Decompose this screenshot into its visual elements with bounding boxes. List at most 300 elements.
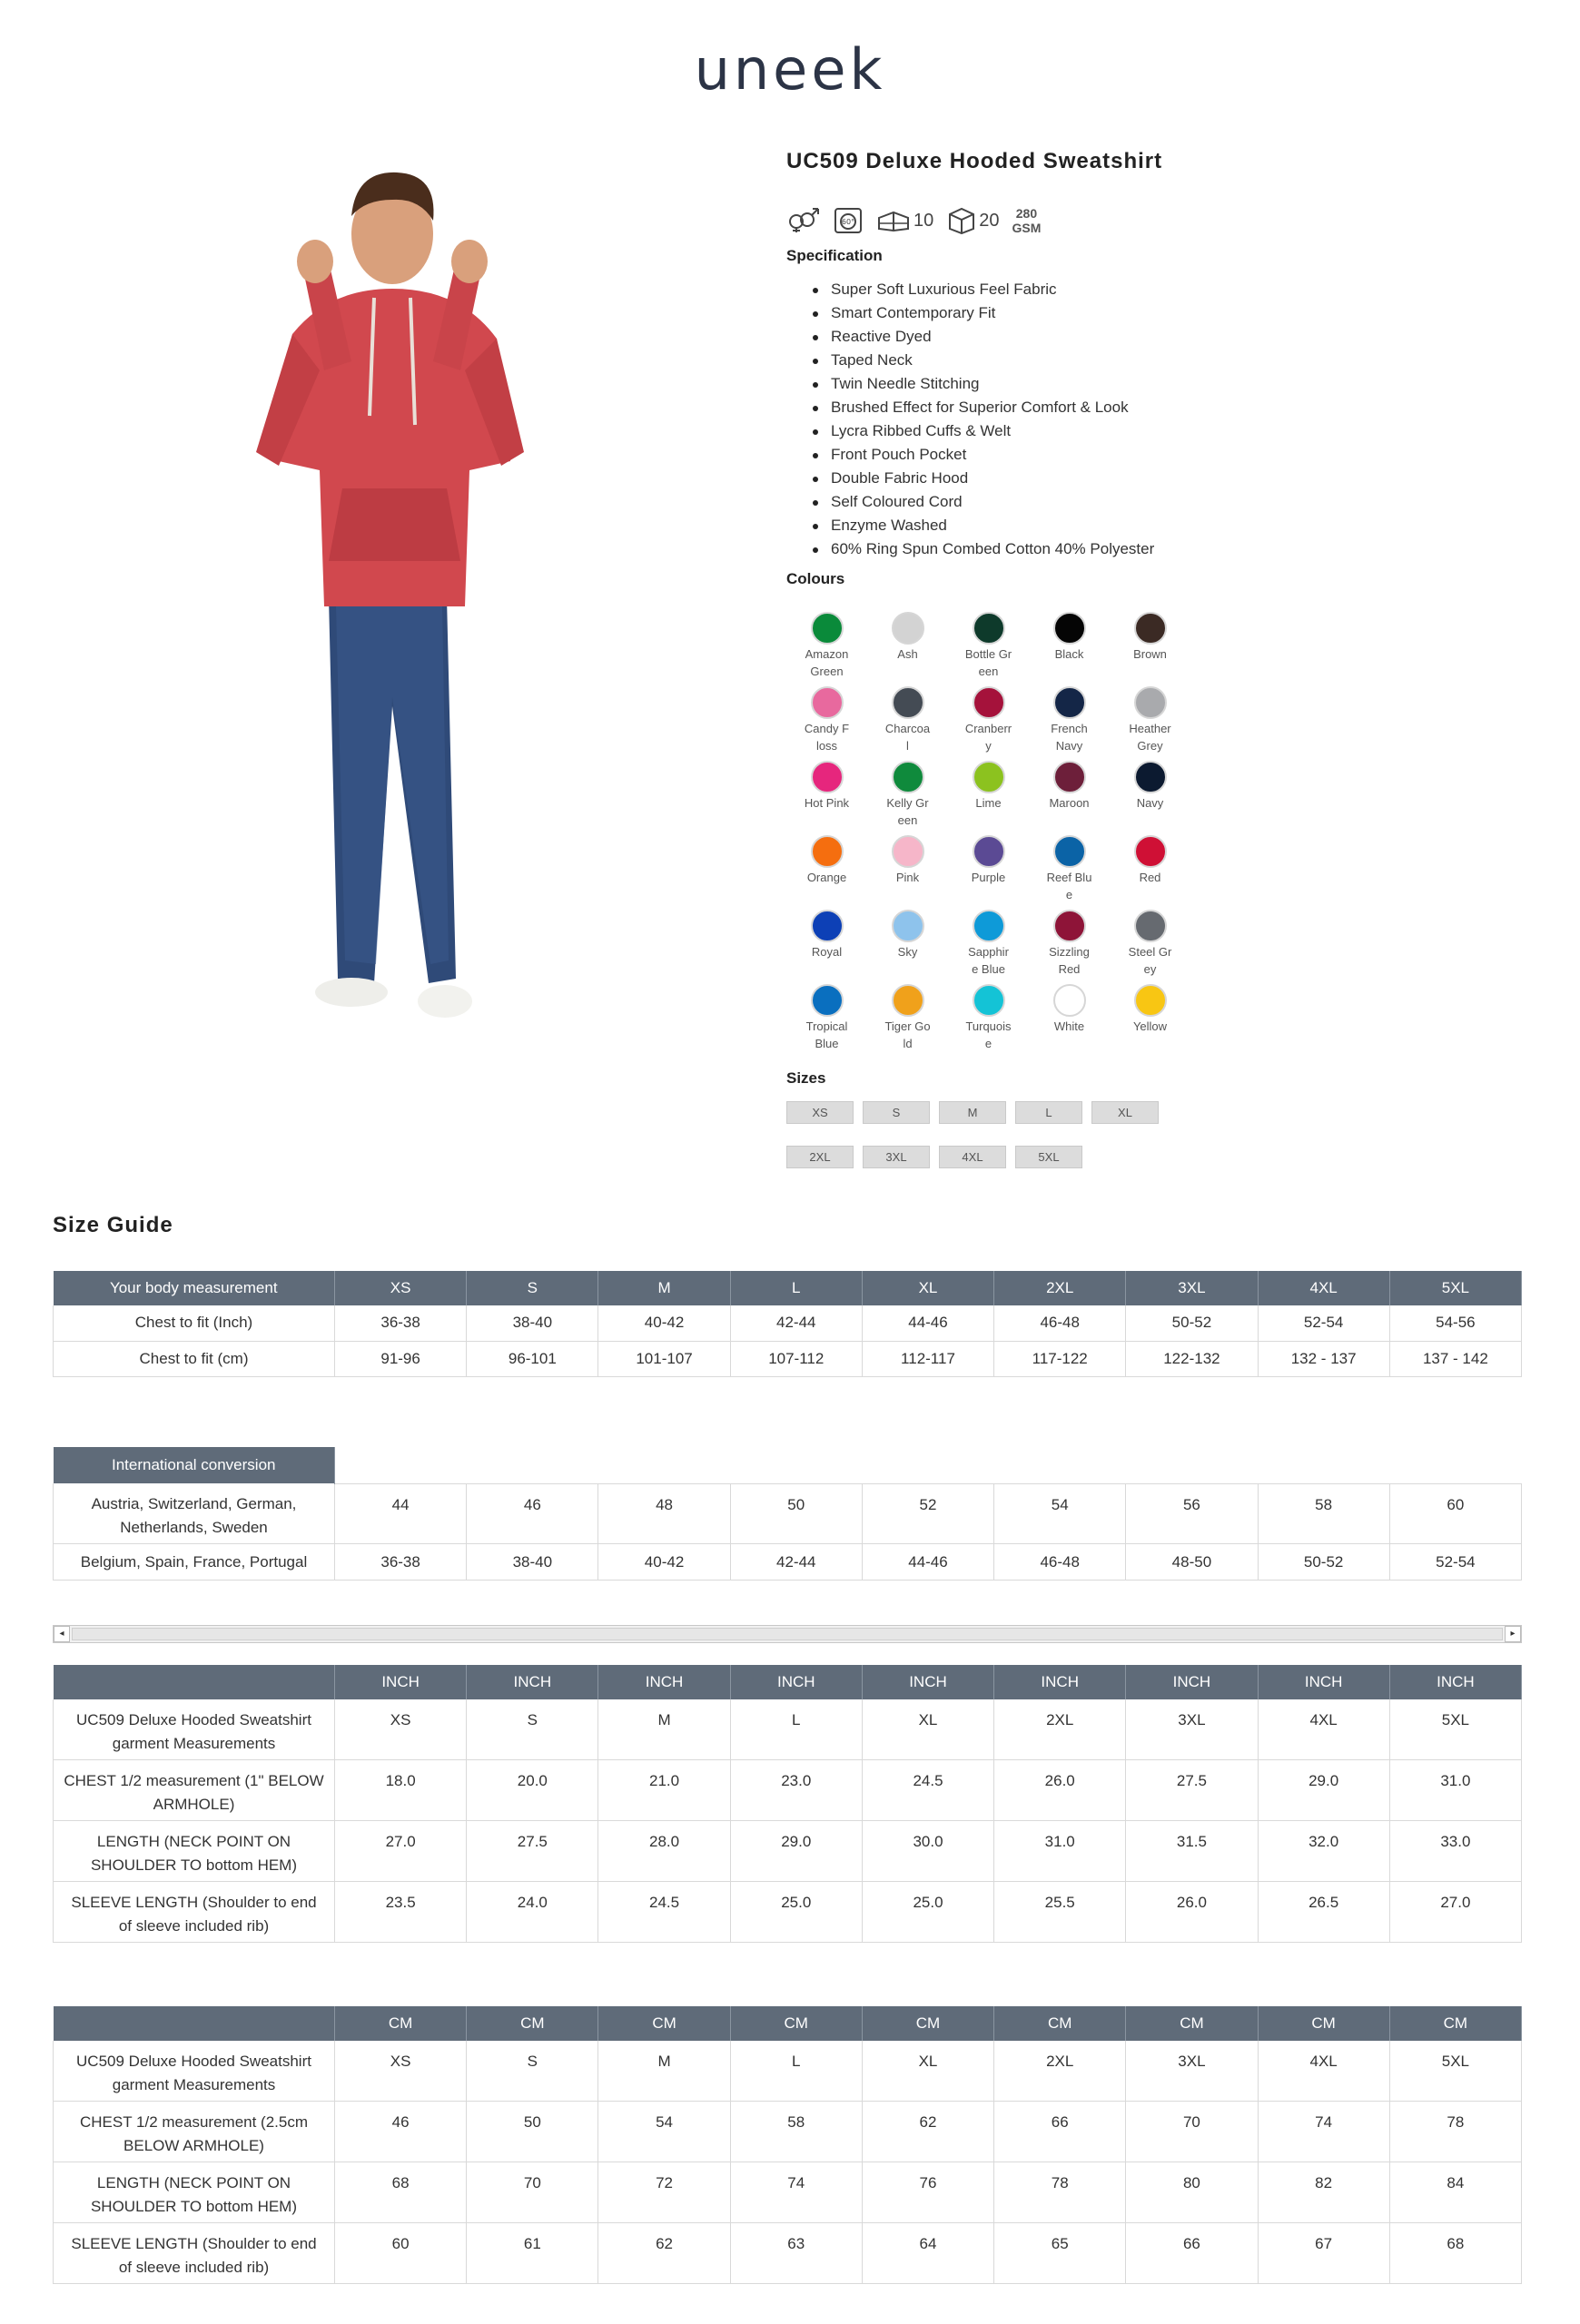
table-header-cell: INCH	[598, 1665, 730, 1699]
table-cell: 27.5	[1126, 1760, 1258, 1821]
size-option: L	[1015, 1101, 1082, 1124]
colour-dot	[973, 910, 1005, 942]
colour-dot	[973, 984, 1005, 1017]
table-cell: 5XL	[1389, 1699, 1521, 1760]
colour-dot	[811, 612, 844, 645]
colour-swatch	[948, 759, 1029, 833]
colour-swatch	[786, 759, 867, 833]
spec-item: Enzyme Washed	[831, 514, 1154, 537]
spec-item: Reactive Dyed	[831, 325, 1154, 349]
colour-dot	[811, 686, 844, 719]
colour-swatch	[1110, 759, 1190, 833]
colour-dot	[811, 835, 844, 868]
colour-dot	[811, 910, 844, 942]
specification-heading: Specification	[786, 247, 883, 264]
row-label: UC509 Deluxe Hooded Sweatshirt garment Measurements	[54, 1699, 335, 1760]
colour-swatch	[1110, 908, 1190, 982]
row-label: SLEEVE LENGTH (Shoulder to end of sleeve included rib)	[54, 2223, 335, 2284]
colour-dot	[1134, 761, 1167, 793]
table-cell: 74	[730, 2162, 862, 2223]
table-cell: 52-54	[1389, 1544, 1521, 1581]
table-cell: L	[730, 1699, 862, 1760]
table-row	[54, 1821, 1522, 1882]
table-cell: 96-101	[467, 1341, 598, 1376]
table-header-cell: XL	[862, 1271, 993, 1305]
spec-item: Double Fabric Hood	[831, 467, 1154, 490]
table-cell: 46-48	[994, 1305, 1126, 1341]
size-options	[786, 1101, 1159, 1168]
row-label: LENGTH (NECK POINT ON SHOULDER TO bottom HEM)	[54, 1821, 335, 1882]
brand-logo: uneek	[694, 36, 886, 103]
table-cell: 74	[1258, 2102, 1389, 2162]
colour-swatch	[1029, 684, 1110, 759]
unisex-icon	[786, 208, 821, 233]
colour-dot	[1134, 686, 1167, 719]
colour-name: Cranberry	[964, 722, 1012, 753]
colour-dot	[892, 761, 924, 793]
colour-dot	[892, 984, 924, 1017]
international-conversion-table	[53, 1447, 1522, 1581]
table-cell: 56	[1126, 1483, 1258, 1544]
colour-swatch	[867, 759, 948, 833]
colour-swatch	[786, 610, 867, 684]
table-cell: 65	[994, 2223, 1126, 2284]
table-row	[54, 1341, 1522, 1376]
table-cell: 5XL	[1389, 2041, 1521, 2102]
wash-temp-label: 60°	[841, 218, 855, 226]
model-photo	[238, 162, 547, 1101]
table-cell: XS	[335, 2041, 467, 2102]
size-option: 3XL	[863, 1146, 930, 1168]
table-cell: 26.0	[994, 1760, 1126, 1821]
table-cell: 72	[598, 2162, 730, 2223]
table-cell: 27.0	[335, 1821, 467, 1882]
table-header-label	[54, 1665, 335, 1699]
table-cell: 24.5	[862, 1760, 993, 1821]
table-cell: 3XL	[1126, 1699, 1258, 1760]
table-header-cell: 5XL	[1389, 1271, 1521, 1305]
table-cell: 26.0	[1126, 1882, 1258, 1943]
table-cell: 107-112	[730, 1341, 862, 1376]
table-cell: 54	[994, 1483, 1126, 1544]
table-header-cell: L	[730, 1271, 862, 1305]
table-cell: 101-107	[598, 1341, 730, 1376]
colour-name: Sapphire Blue	[968, 945, 1009, 976]
colour-swatch	[1029, 833, 1110, 908]
table-cell: 31.0	[994, 1821, 1126, 1882]
table-cell: 26.5	[1258, 1882, 1389, 1943]
colour-name: Brown	[1133, 647, 1167, 661]
row-label: LENGTH (NECK POINT ON SHOULDER TO bottom HEM)	[54, 2162, 335, 2223]
table-cell: 60	[1389, 1483, 1521, 1544]
table-cell: 60	[335, 2223, 467, 2284]
table-row	[54, 1699, 1522, 1760]
gsm-value: 280	[1015, 206, 1038, 221]
spec-item: Taped Neck	[831, 349, 1154, 372]
colour-swatch	[867, 982, 948, 1057]
table-cell: 50	[730, 1483, 862, 1544]
table-cell: 30.0	[862, 1821, 993, 1882]
table-cell: 68	[335, 2162, 467, 2223]
table-cell: 21.0	[598, 1760, 730, 1821]
table-cell: S	[467, 1699, 598, 1760]
table-header-cell: XS	[335, 1271, 467, 1305]
table-row	[54, 1483, 1522, 1544]
table-cell: XL	[862, 1699, 993, 1760]
table-cell: 61	[467, 2223, 598, 2284]
colour-name: Kelly Green	[886, 796, 929, 827]
colour-name: Charcoal	[884, 722, 931, 753]
table-cell: 48-50	[1126, 1544, 1258, 1581]
table-cell: 36-38	[335, 1544, 467, 1581]
colour-swatch	[1110, 610, 1190, 684]
colour-swatch	[1029, 982, 1110, 1057]
table-cell: 23.0	[730, 1760, 862, 1821]
table-cell: 28.0	[598, 1821, 730, 1882]
gsm-unit: GSM	[1012, 221, 1042, 235]
table-cell: 40-42	[598, 1544, 730, 1581]
colour-swatch	[1110, 684, 1190, 759]
colour-name: Lime	[975, 796, 1002, 810]
table-cell: 18.0	[335, 1760, 467, 1821]
table-header-cell: M	[598, 1271, 730, 1305]
table-cell: 25.5	[994, 1882, 1126, 1943]
table-header-cell: CM	[994, 2006, 1126, 2041]
colour-swatch	[1029, 908, 1110, 982]
table-cell: 78	[994, 2162, 1126, 2223]
row-label: SLEEVE LENGTH (Shoulder to end of sleeve included rib)	[54, 1882, 335, 1943]
box-count: 20	[979, 210, 1000, 231]
colour-name: French Navy	[1051, 722, 1088, 753]
table-cell: 25.0	[730, 1882, 862, 1943]
table-row	[54, 1544, 1522, 1581]
colour-swatch	[1110, 982, 1190, 1057]
table-header-cell: CM	[598, 2006, 730, 2041]
table-cell: 122-132	[1126, 1341, 1258, 1376]
colour-name: Heather Grey	[1129, 722, 1171, 753]
table-cell: 31.0	[1389, 1760, 1521, 1821]
pack-icon	[875, 209, 933, 232]
colour-dot	[973, 612, 1005, 645]
table-header-cell: INCH	[862, 1665, 993, 1699]
table-cell: 3XL	[1126, 2041, 1258, 2102]
table-cell: 4XL	[1258, 1699, 1389, 1760]
colour-name: Pink	[895, 871, 920, 884]
table-cell: 33.0	[1389, 1821, 1521, 1882]
colour-name: Tiger Gold	[884, 1019, 931, 1050]
size-option: 5XL	[1015, 1146, 1082, 1168]
table-cell: 31.5	[1126, 1821, 1258, 1882]
colour-dot	[1053, 761, 1086, 793]
table-cell: 62	[862, 2102, 993, 2162]
product-title: UC509 Deluxe Hooded Sweatshirt	[786, 149, 1163, 173]
table-cell: 46	[335, 2102, 467, 2162]
colour-swatch	[948, 982, 1029, 1057]
table-header-cell: INCH	[1126, 1665, 1258, 1699]
colour-swatch	[867, 684, 948, 759]
colour-dot	[1053, 984, 1086, 1017]
table-cell: 112-117	[862, 1341, 993, 1376]
table-cell: 70	[1126, 2102, 1258, 2162]
row-label: UC509 Deluxe Hooded Sweatshirt garment Measurements	[54, 2041, 335, 2102]
colour-swatch	[867, 833, 948, 908]
table-header-label: Your body measurement	[54, 1271, 335, 1305]
spec-item: Twin Needle Stitching	[831, 372, 1154, 396]
table-cell: 46	[467, 1483, 598, 1544]
table-row	[54, 1760, 1522, 1821]
table-cell: 24.0	[467, 1882, 598, 1943]
table-header-cell: 2XL	[994, 1271, 1126, 1305]
table-header-cell: INCH	[1258, 1665, 1389, 1699]
colour-dot	[1053, 910, 1086, 942]
colour-swatch	[948, 833, 1029, 908]
colour-dot	[973, 686, 1005, 719]
table-header-cell: S	[467, 1271, 598, 1305]
table-cell: 68	[1389, 2223, 1521, 2284]
spec-item: Self Coloured Cord	[831, 490, 1154, 514]
colour-swatch	[786, 684, 867, 759]
spec-item: Smart Contemporary Fit	[831, 301, 1154, 325]
colour-dot	[892, 686, 924, 719]
table-cell: 29.0	[1258, 1760, 1389, 1821]
table-cell: 2XL	[994, 2041, 1126, 2102]
table-cell: 54-56	[1389, 1305, 1521, 1341]
row-label: Chest to fit (cm)	[54, 1341, 335, 1376]
table-cell: 80	[1126, 2162, 1258, 2223]
colour-swatch	[786, 833, 867, 908]
colour-name: Orange	[806, 871, 847, 884]
spec-item: 60% Ring Spun Combed Cotton 40% Polyester	[831, 537, 1154, 561]
colour-name: Reef Blue	[1046, 871, 1092, 901]
table-header-cell: CM	[1389, 2006, 1521, 2041]
table-header-cell: 3XL	[1126, 1271, 1258, 1305]
table-row	[54, 2041, 1522, 2102]
colours-heading: Colours	[786, 570, 845, 587]
table-row	[54, 1882, 1522, 1943]
colour-name: Purple	[971, 871, 1006, 884]
size-guide-title: Size Guide	[53, 1213, 173, 1237]
size-option: 4XL	[939, 1146, 1006, 1168]
table-cell: 52-54	[1258, 1305, 1389, 1341]
table-cell: M	[598, 2041, 730, 2102]
size-option: 2XL	[786, 1146, 854, 1168]
wash-temperature-icon	[834, 207, 863, 234]
table-row	[54, 2223, 1522, 2284]
colour-dot	[973, 761, 1005, 793]
colour-dot	[1053, 612, 1086, 645]
colour-name: Sizzling Red	[1049, 945, 1090, 976]
table-cell: 82	[1258, 2162, 1389, 2223]
table-header-cell: CM	[335, 2006, 467, 2041]
gsm-icon	[1012, 207, 1042, 234]
international-conversion-header: International conversion	[54, 1447, 335, 1483]
table-cell: 137 - 142	[1389, 1341, 1521, 1376]
table-cell: XL	[862, 2041, 993, 2102]
table-cell: L	[730, 2041, 862, 2102]
colour-dot	[1134, 910, 1167, 942]
colour-swatch	[786, 982, 867, 1057]
table-header-cell: CM	[862, 2006, 993, 2041]
colour-name: Yellow	[1132, 1019, 1168, 1033]
table-cell: M	[598, 1699, 730, 1760]
colour-dot	[1053, 835, 1086, 868]
colour-swatch	[948, 908, 1029, 982]
colour-swatch	[867, 610, 948, 684]
table-cell: 44	[335, 1483, 467, 1544]
table-cell: 58	[1258, 1483, 1389, 1544]
colour-dot	[1134, 835, 1167, 868]
colour-name: Amazon Green	[805, 647, 849, 678]
colour-swatch	[1029, 759, 1110, 833]
table-cell: 23.5	[335, 1882, 467, 1943]
colour-dot	[811, 984, 844, 1017]
colour-name: Red	[1139, 871, 1161, 884]
header-spacer	[335, 1447, 1522, 1483]
pack-count: 10	[913, 210, 934, 231]
colour-swatch-grid	[786, 610, 1190, 1057]
table-row	[54, 2162, 1522, 2223]
colour-name: Black	[1054, 647, 1084, 661]
table-cell: 50	[467, 2102, 598, 2162]
colour-name: Tropical Blue	[805, 1019, 848, 1050]
colour-name: Royal	[811, 945, 843, 959]
table-cell: 44-46	[862, 1544, 993, 1581]
horizontal-scrollbar[interactable]	[53, 1625, 1522, 1643]
table-cell: 66	[994, 2102, 1126, 2162]
garment-inch-table	[53, 1665, 1522, 1943]
table-header-cell: CM	[1126, 2006, 1258, 2041]
table-cell: 91-96	[335, 1341, 467, 1376]
size-option: XS	[786, 1101, 854, 1124]
table-cell: 78	[1389, 2102, 1521, 2162]
table-cell: 50-52	[1258, 1544, 1389, 1581]
table-cell: 36-38	[335, 1305, 467, 1341]
colour-name: Bottle Green	[964, 647, 1012, 678]
size-option: XL	[1091, 1101, 1159, 1124]
table-cell: 62	[598, 2223, 730, 2284]
scrollbar-thumb[interactable]	[72, 1628, 1503, 1640]
table-header-cell: INCH	[730, 1665, 862, 1699]
row-label: CHEST 1/2 measurement (2.5cm BELOW ARMHOLE)	[54, 2102, 335, 2162]
table-cell: 66	[1126, 2223, 1258, 2284]
table-cell: 24.5	[598, 1882, 730, 1943]
colour-dot	[1053, 686, 1086, 719]
table-cell: 4XL	[1258, 2041, 1389, 2102]
table-cell: 2XL	[994, 1699, 1126, 1760]
colour-name: Turquoise	[965, 1019, 1012, 1050]
table-cell: 54	[598, 2102, 730, 2162]
table-cell: 70	[467, 2162, 598, 2223]
table-cell: 48	[598, 1483, 730, 1544]
row-label: Belgium, Spain, France, Portugal	[54, 1544, 335, 1581]
spec-item: Lycra Ribbed Cuffs & Welt	[831, 419, 1154, 443]
spec-item: Brushed Effect for Superior Comfort & Look	[831, 396, 1154, 419]
table-header-cell: 4XL	[1258, 1271, 1389, 1305]
table-cell: 20.0	[467, 1760, 598, 1821]
colour-dot	[892, 612, 924, 645]
table-cell: 132 - 137	[1258, 1341, 1389, 1376]
table-cell: 67	[1258, 2223, 1389, 2284]
colour-dot	[892, 835, 924, 868]
table-cell: 42-44	[730, 1544, 862, 1581]
colour-name: Maroon	[1049, 796, 1090, 810]
table-cell: S	[467, 2041, 598, 2102]
table-cell: 50-52	[1126, 1305, 1258, 1341]
colour-dot	[892, 910, 924, 942]
table-cell: 38-40	[467, 1305, 598, 1341]
table-cell: 27.5	[467, 1821, 598, 1882]
table-cell: 52	[862, 1483, 993, 1544]
spec-icons-row	[786, 207, 1041, 234]
body-measurement-table	[53, 1271, 1522, 1377]
row-label: Chest to fit (Inch)	[54, 1305, 335, 1341]
colour-dot	[811, 761, 844, 793]
row-label: Austria, Switzerland, German, Netherlands, Sweden	[54, 1483, 335, 1544]
colour-name: Candy Floss	[804, 722, 850, 753]
colour-swatch	[948, 684, 1029, 759]
table-header-cell: INCH	[335, 1665, 467, 1699]
colour-swatch	[1110, 833, 1190, 908]
colour-name: Navy	[1136, 796, 1164, 810]
size-option: M	[939, 1101, 1006, 1124]
garment-cm-table	[53, 2006, 1522, 2284]
colour-swatch	[867, 908, 948, 982]
table-cell: 29.0	[730, 1821, 862, 1882]
table-cell: 27.0	[1389, 1882, 1521, 1943]
table-header-cell: CM	[467, 2006, 598, 2041]
specification-list	[831, 278, 1154, 561]
colour-dot	[1134, 984, 1167, 1017]
table-cell: XS	[335, 1699, 467, 1760]
table-cell: 32.0	[1258, 1821, 1389, 1882]
table-cell: 40-42	[598, 1305, 730, 1341]
table-header-cell: INCH	[467, 1665, 598, 1699]
table-cell: 46-48	[994, 1544, 1126, 1581]
scroll-left-arrow-icon[interactable]: ◂	[54, 1626, 70, 1642]
row-label: CHEST 1/2 measurement (1" BELOW ARMHOLE)	[54, 1760, 335, 1821]
table-cell: 84	[1389, 2162, 1521, 2223]
colour-dot	[973, 835, 1005, 868]
colour-swatch	[948, 610, 1029, 684]
table-header-cell: INCH	[1389, 1665, 1521, 1699]
table-header-cell: CM	[1258, 2006, 1389, 2041]
table-cell: 44-46	[862, 1305, 993, 1341]
colour-dot	[1134, 612, 1167, 645]
table-row	[54, 2102, 1522, 2162]
table-cell: 58	[730, 2102, 862, 2162]
table-cell: 25.0	[862, 1882, 993, 1943]
table-cell: 117-122	[994, 1341, 1126, 1376]
colour-name: Ash	[897, 647, 918, 661]
table-cell: 64	[862, 2223, 993, 2284]
colour-swatch	[1029, 610, 1110, 684]
colour-name: Sky	[897, 945, 918, 959]
spec-item: Front Pouch Pocket	[831, 443, 1154, 467]
table-cell: 76	[862, 2162, 993, 2223]
table-row	[54, 1305, 1522, 1341]
table-cell: 38-40	[467, 1544, 598, 1581]
scroll-right-arrow-icon[interactable]: ▸	[1505, 1626, 1521, 1642]
table-header-label	[54, 2006, 335, 2041]
table-header-cell: CM	[730, 2006, 862, 2041]
size-option: S	[863, 1101, 930, 1124]
sizes-heading: Sizes	[786, 1069, 826, 1087]
colour-name: White	[1053, 1019, 1085, 1033]
table-header-cell: INCH	[994, 1665, 1126, 1699]
box-icon	[946, 207, 999, 234]
colour-swatch	[786, 908, 867, 982]
table-cell: 63	[730, 2223, 862, 2284]
